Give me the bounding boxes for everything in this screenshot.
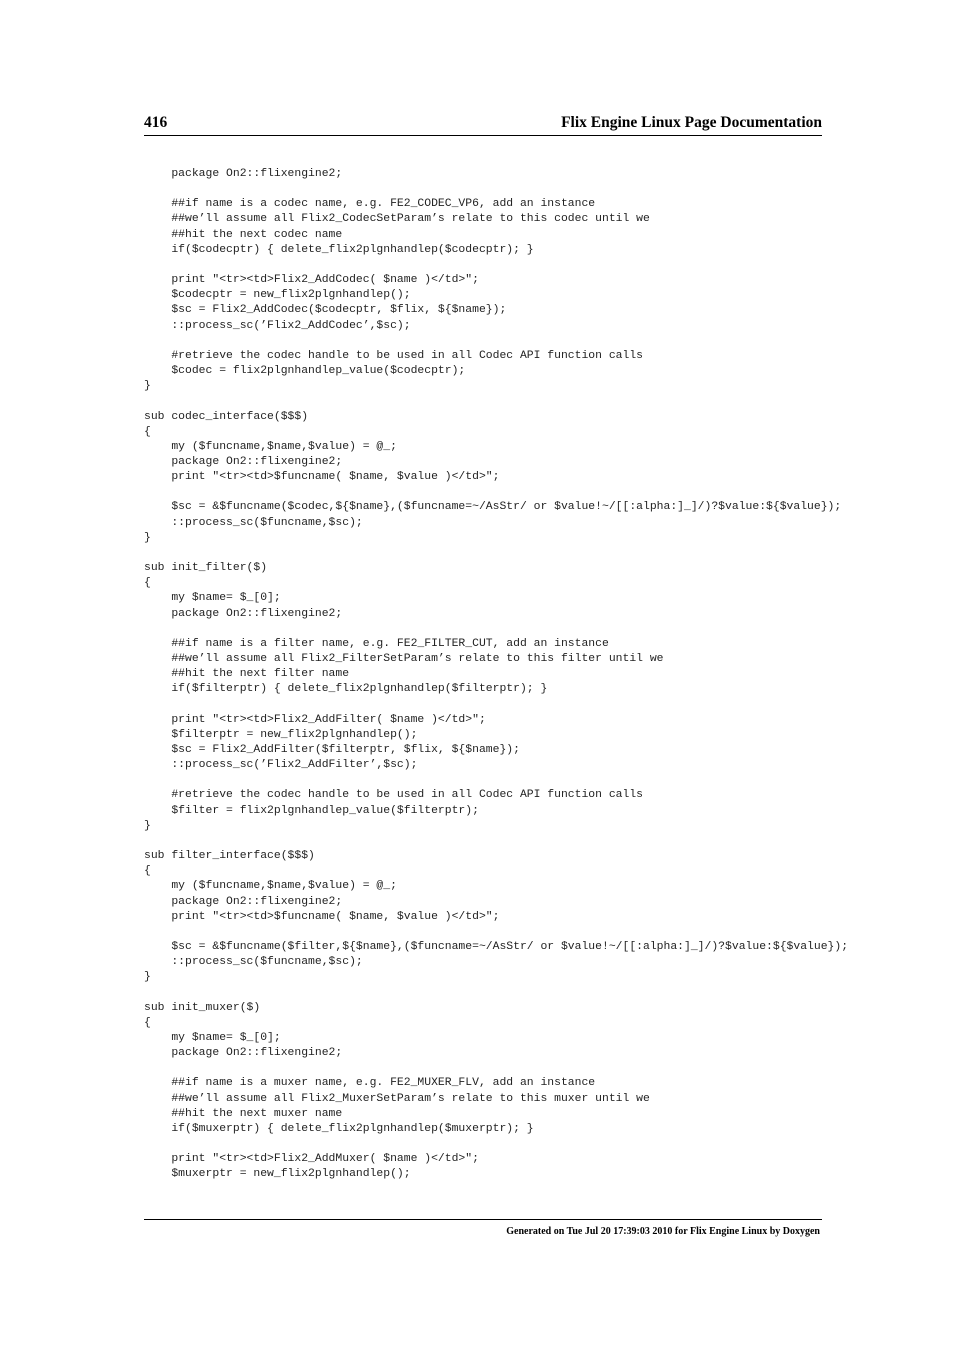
code-line — [144, 925, 848, 940]
code-line: ##we’ll assume all Flix2_MuxerSetParam’s relate to this muxer until we — [144, 1092, 650, 1105]
code-line: } — [144, 380, 151, 393]
code-line — [144, 834, 848, 849]
code-line: ##hit the next codec name — [144, 228, 343, 241]
code-line: ::process_sc($funcname,$sc); — [144, 956, 363, 969]
code-line: { — [144, 1016, 151, 1029]
code-line: #retrieve the codec handle to be used in all Codec API function calls — [144, 349, 643, 362]
code-line: if($codecptr) { delete_flix2plgnhandlep($codecptr); } — [144, 243, 534, 256]
code-line: package On2::flixengine2; — [144, 168, 343, 180]
code-line: package On2::flixengine2; — [144, 895, 343, 908]
code-line: sub filter_interface($$$) — [144, 850, 315, 863]
code-line: print "<tr><td>$funcname( $name, $value )</td>"; — [144, 910, 500, 923]
code-line: $sc = Flix2_AddFilter($filterptr, $flix, ${$name}); — [144, 743, 520, 756]
code-line: $sc = Flix2_AddCodec($codecptr, $flix, ${$name}); — [144, 304, 507, 317]
code-line: sub init_muxer($) — [144, 1001, 261, 1014]
code-line: ::process_sc(’Flix2_AddFilter’,$sc); — [144, 759, 418, 772]
code-line: } — [144, 531, 151, 544]
code-line: } — [144, 819, 151, 832]
code-line: $codecptr = new_flix2plgnhandlep(); — [144, 289, 411, 302]
code-line — [144, 697, 848, 712]
page-footer — [144, 1219, 822, 1237]
code-line: my ($funcname,$name,$value) = @_; — [144, 440, 397, 453]
code-line — [144, 258, 848, 273]
page-number: 416 — [144, 114, 168, 131]
code-line: $sc = &$funcname($codec,${$name},($funcname=~/AsStr/ or $value!~/[[:alpha:]_]/)?$value:${$value}); — [144, 501, 842, 514]
code-line: $filter = flix2plgnhandlep_value($filterptr); — [144, 804, 479, 817]
code-line: #retrieve the codec handle to be used in all Codec API function calls — [144, 789, 643, 802]
code-line — [144, 622, 848, 637]
code-line: ##if name is a codec name, e.g. FE2_CODEC_VP6, add an instance — [144, 198, 596, 211]
code-line: ##hit the next filter name — [144, 668, 350, 681]
code-line: sub init_filter($) — [144, 562, 268, 575]
code-line: print "<tr><td>$funcname( $name, $value )</td>"; — [144, 471, 500, 484]
code-line: package On2::flixengine2; — [144, 455, 343, 468]
code-line: $sc = &$funcname($filter,${$name},($funcname=~/AsStr/ or $value!~/[[:alpha:]_]/)?$value:${$value}); — [144, 940, 849, 953]
code-line: package On2::flixengine2; — [144, 607, 343, 620]
code-line — [144, 985, 848, 1000]
code-line — [144, 334, 848, 349]
code-line: my $name= $_[0]; — [144, 592, 281, 605]
code-line: $codec = flix2plgnhandlep_value($codecptr); — [144, 365, 466, 378]
code-line: ##we’ll assume all Flix2_FilterSetParam’s relate to this filter until we — [144, 653, 664, 665]
code-line: ::process_sc($funcname,$sc); — [144, 516, 363, 529]
code-line: my $name= $_[0]; — [144, 1031, 281, 1044]
code-line: { — [144, 865, 151, 878]
code-line: { — [144, 425, 151, 438]
code-line: print "<tr><td>Flix2_AddFilter( $name )</td>"; — [144, 713, 486, 726]
code-line: print "<tr><td>Flix2_AddMuxer( $name )</td>"; — [144, 1153, 479, 1166]
code-line: $muxerptr = new_flix2plgnhandlep(); — [144, 1168, 411, 1181]
code-line — [144, 1137, 848, 1152]
document-title: Flix Engine Linux Page Documentation — [561, 114, 822, 131]
code-line — [144, 546, 848, 561]
code-line: ##hit the next muxer name — [144, 1107, 343, 1120]
code-line: ::process_sc(’Flix2_AddCodec’,$sc); — [144, 319, 411, 332]
code-line — [144, 1061, 848, 1076]
code-line: print "<tr><td>Flix2_AddCodec( $name )</td>"; — [144, 274, 479, 287]
code-line: ##we’ll assume all Flix2_CodecSetParam’s relate to this codec until we — [144, 213, 650, 226]
code-line: { — [144, 577, 151, 590]
code-line: ##if name is a filter name, e.g. FE2_FILTER_CUT, add an instance — [144, 637, 609, 650]
page-header — [144, 113, 822, 136]
code-line: if($filterptr) { delete_flix2plgnhandlep($filterptr); } — [144, 683, 548, 696]
code-line — [144, 773, 848, 788]
code-line: sub codec_interface($$$) — [144, 410, 309, 423]
code-line: my ($funcname,$name,$value) = @_; — [144, 880, 397, 893]
code-line — [144, 182, 848, 197]
code-line — [144, 485, 848, 500]
code-line — [144, 394, 848, 409]
code-listing — [144, 167, 848, 1182]
code-line: ##if name is a muxer name, e.g. FE2_MUXER_FLV, add an instance — [144, 1077, 596, 1090]
code-line: $filterptr = new_flix2plgnhandlep(); — [144, 728, 418, 741]
code-line: if($muxerptr) { delete_flix2plgnhandlep($muxerptr); } — [144, 1122, 534, 1135]
code-line: } — [144, 971, 151, 984]
code-line: package On2::flixengine2; — [144, 1047, 343, 1060]
footer-text: Generated on Tue Jul 20 17:39:03 2010 for Flix Engine Linux by Doxygen — [506, 1226, 820, 1237]
